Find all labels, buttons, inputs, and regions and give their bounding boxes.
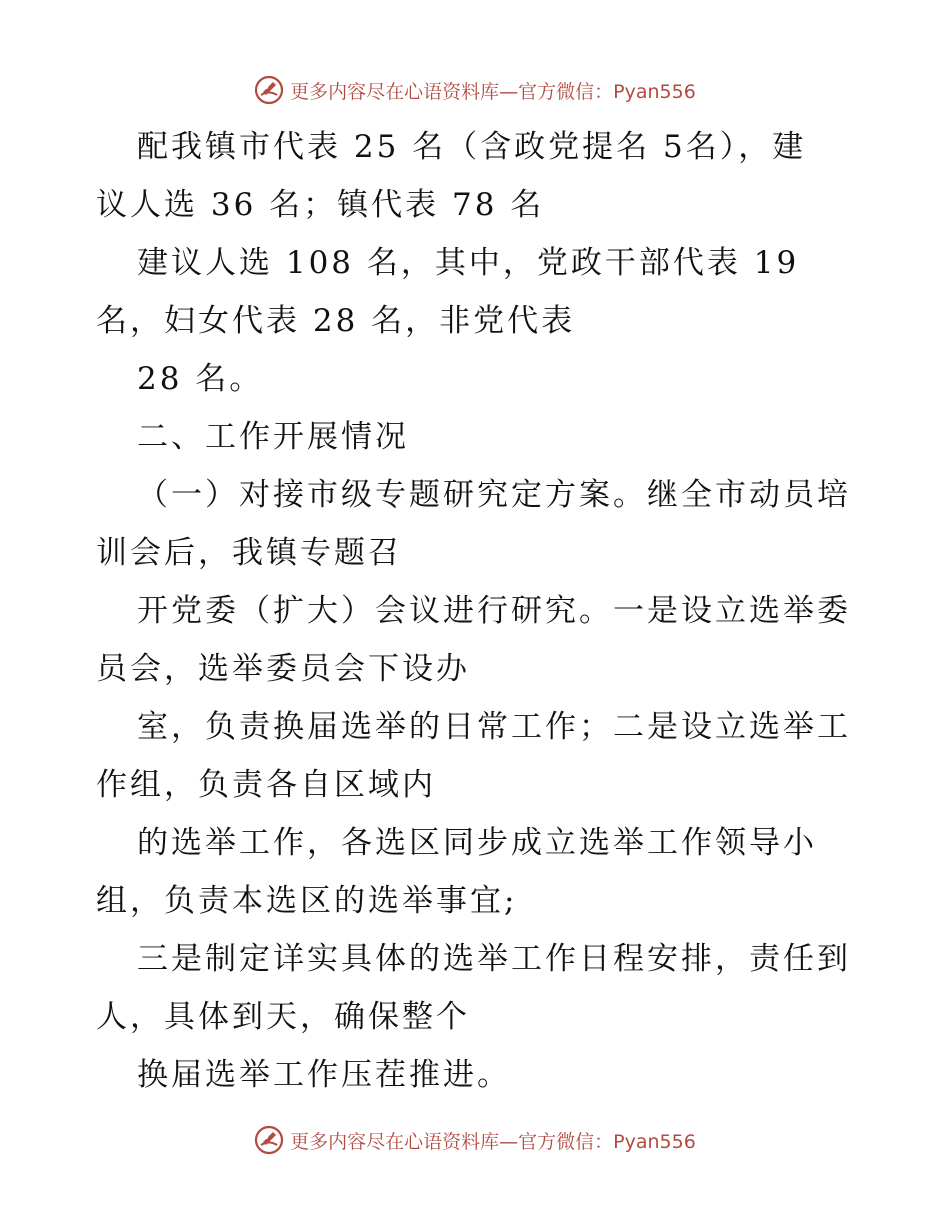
header-banner-text: 更多内容尽在心语资料库—官方微信：Pyan556 xyxy=(290,80,696,103)
body-line: 组，负责本选区的选举事宜; xyxy=(96,883,518,919)
body-line: 议人选 36 名；镇代表 78 名 xyxy=(96,187,545,223)
footer-banner xyxy=(0,1120,950,1160)
section-heading: 二、工作开展情况 xyxy=(137,419,409,455)
body-line: 名，妇女代表 28 名，非党代表 xyxy=(96,303,576,339)
body-line: （一）对接市级专题研究定方案。继全市动员培 xyxy=(137,477,851,513)
body-line: 作组，负责各自区域内 xyxy=(96,767,436,803)
body-line: 室，负责换届选举的日常工作；二是设立选举工 xyxy=(137,709,851,745)
body-line: 三是制定详实具体的选举工作日程安排，责任到 xyxy=(137,941,851,977)
footer-banner-text: 更多内容尽在心语资料库—官方微信：Pyan556 xyxy=(290,1130,696,1153)
body-line: 配我镇市代表 25 名（含政党提名 5名），建 xyxy=(137,129,807,165)
book-pen-logo-icon xyxy=(254,75,284,105)
body-line: 开党委（扩大）会议进行研究。一是设立选举委 xyxy=(137,593,851,629)
body-line: 建议人选 108 名，其中，党政干部代表 19 xyxy=(137,245,800,281)
body-line: 的选举工作，各选区同步成立选举工作领导小 xyxy=(137,825,817,861)
body-line: 28 名。 xyxy=(137,361,264,397)
body-line: 员会，选举委员会下设办 xyxy=(96,651,470,687)
body-line: 人，具体到天，确保整个 xyxy=(96,999,470,1035)
book-pen-logo-icon xyxy=(254,1125,284,1155)
body-line: 训会后，我镇专题召 xyxy=(96,535,402,571)
header-banner xyxy=(0,70,950,110)
body-line: 换届选举工作压茬推进。 xyxy=(137,1057,511,1093)
